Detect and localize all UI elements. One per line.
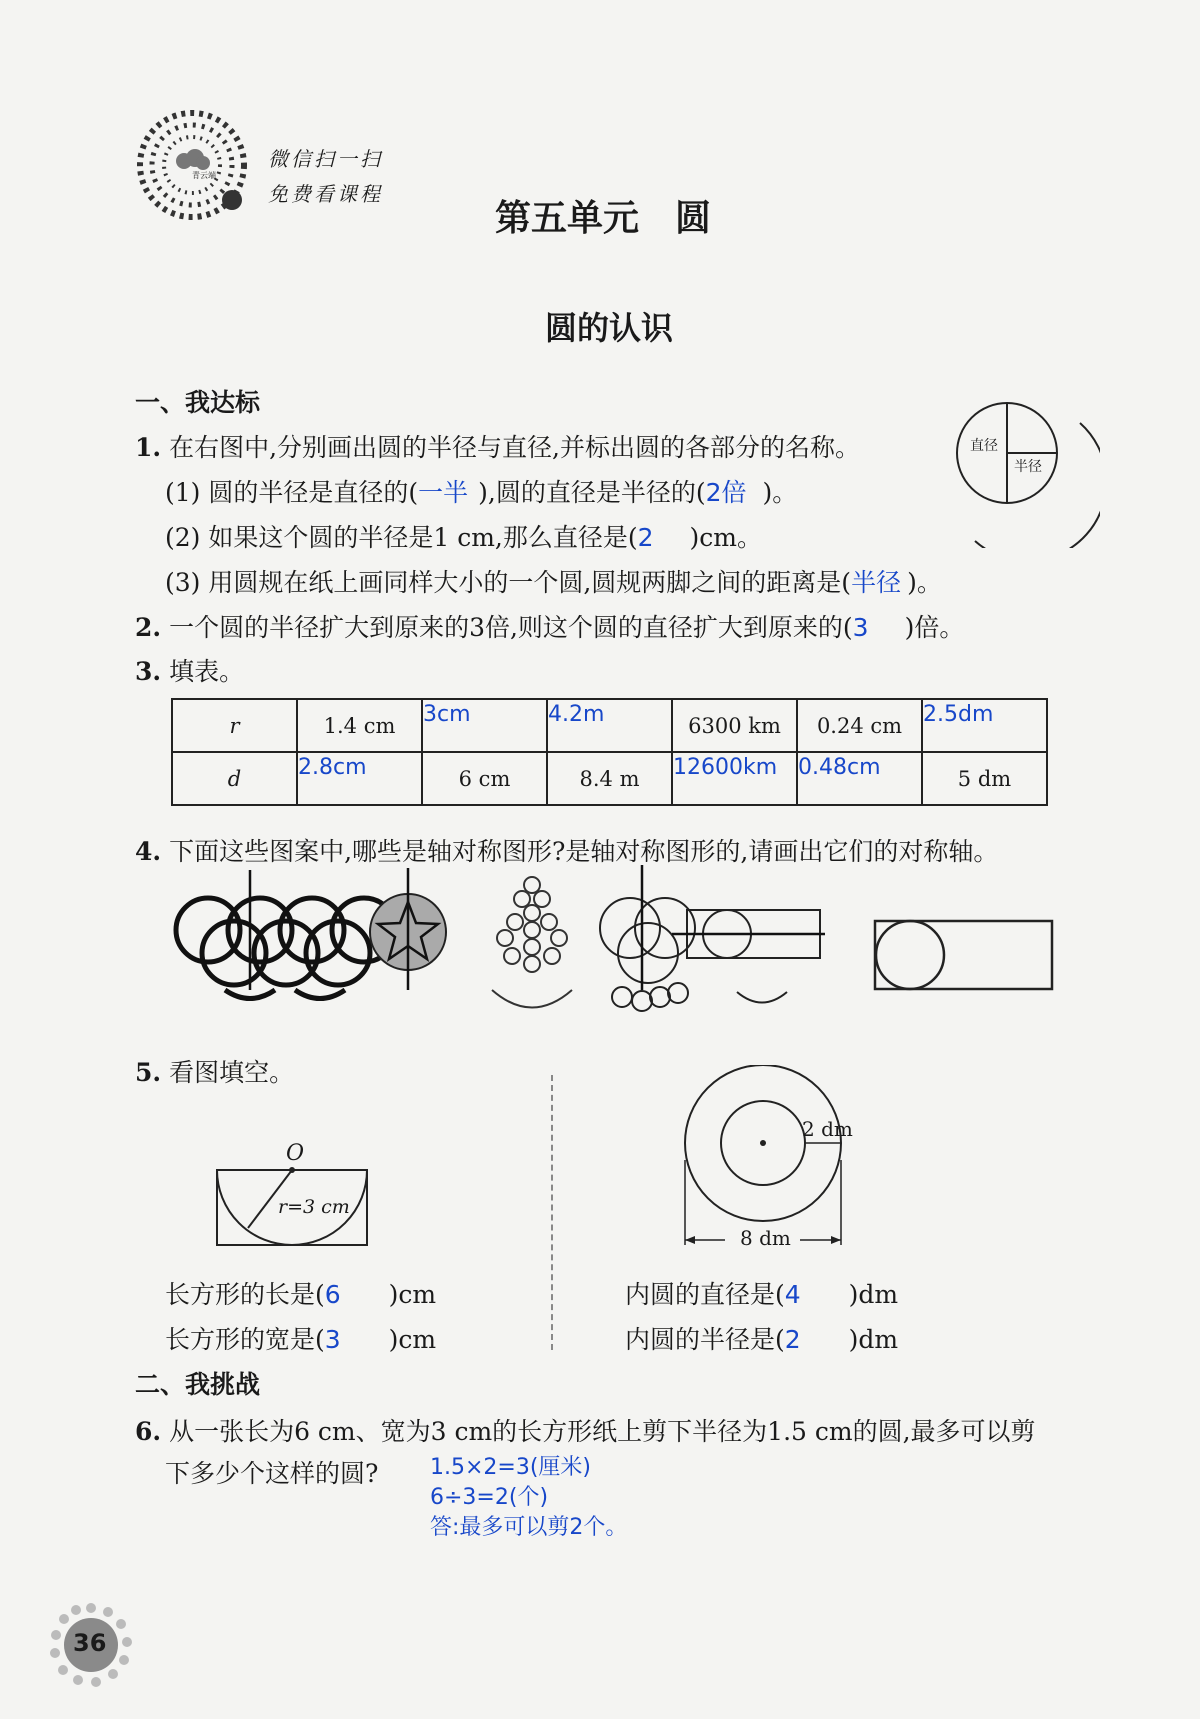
cell-value: 6 cm: [458, 766, 511, 791]
q5-right-line-2: [625, 1320, 898, 1356]
table-cell: [547, 752, 672, 805]
table-cell: [922, 699, 1047, 752]
olympic-rings-figure: [176, 898, 396, 985]
table-row-r: [172, 699, 1047, 752]
question-text: 在右图中,分别画出圆的半径与直径,并标出圆的各部分的名称。: [169, 433, 860, 462]
cell-answer: 2.8cm: [298, 755, 367, 780]
qr-brand: 青云端: [192, 171, 216, 180]
section-heading-2: 二、我挑战: [135, 1370, 261, 1399]
part-text: )cm: [388, 1280, 437, 1309]
concentric-circles-figure: [680, 1065, 860, 1250]
part-text: 长方形的宽是(: [165, 1325, 325, 1354]
question-number: 3.: [135, 657, 162, 686]
part-text: (3) 用圆规在纸上画同样大小的一个圆,圆规两脚之间的距离是(: [165, 568, 852, 597]
answer: 一半: [418, 478, 469, 507]
table-cell: [672, 699, 797, 752]
cell-value: 6300 km: [688, 713, 781, 738]
row-label: d: [172, 752, 297, 805]
part-text: 长方形的长是(: [165, 1280, 325, 1309]
part-text: 内圆的直径是(: [625, 1280, 785, 1309]
question-text: 一个圆的半径扩大到原来的3倍,则这个圆的直径扩大到原来的(: [169, 613, 853, 642]
radius-label: 半径: [1014, 459, 1042, 475]
qr-code-icon: [135, 105, 250, 225]
qr-caption-line1: 微信扫一扫: [268, 147, 383, 171]
q6-answer-line-2: 6÷3=2(个): [430, 1485, 549, 1510]
radius-diameter-table: [171, 698, 1048, 806]
divider: [551, 1075, 553, 1350]
question-number: 2.: [135, 613, 162, 642]
part-text: )cm: [388, 1325, 437, 1354]
table-row-d: [172, 752, 1047, 805]
unit-title: 第五单元 圆: [495, 198, 712, 239]
question-number: 5.: [135, 1058, 162, 1087]
lesson-title: 圆的认识: [545, 309, 674, 347]
question-1-part-1: [165, 473, 797, 509]
part-text: )dm: [848, 1280, 899, 1309]
table-cell: [672, 752, 797, 805]
part-text: ),圆的直径是半径的(: [478, 478, 706, 507]
q6-answer-line-3: 答:最多可以剪2个。: [430, 1515, 628, 1540]
cell-answer: 4.2m: [548, 702, 605, 727]
part-text: )。: [907, 568, 942, 597]
symmetry-figures: [160, 865, 1100, 1015]
answer: 半径: [851, 568, 902, 597]
part-text: (1) 圆的半径是直径的(: [165, 478, 419, 507]
answer: 2倍: [705, 478, 747, 507]
overlapping-circles-figure: [600, 898, 695, 1011]
cell-answer: 2.5dm: [923, 702, 994, 727]
answer: 2: [637, 523, 654, 552]
table-cell: [797, 752, 922, 805]
cell-answer: 3cm: [423, 702, 471, 727]
question-6: [135, 1412, 1036, 1448]
answer: 6: [324, 1280, 341, 1309]
part-text: )dm: [848, 1325, 899, 1354]
table-cell: [297, 752, 422, 805]
section-heading-1: 一、我达标: [135, 388, 261, 417]
rectangle-circle-figure-2: [875, 921, 1052, 989]
q5-left-line-1: [165, 1275, 436, 1311]
table-cell: [922, 752, 1047, 805]
answer: 4: [784, 1280, 801, 1309]
diameter-label: 直径: [970, 438, 998, 454]
q5-left-line-2: [165, 1320, 436, 1356]
part-text: (2) 如果这个圆的半径是1 cm,那么直径是(: [165, 523, 638, 552]
table-cell: [422, 699, 547, 752]
question-text: 填表。: [169, 657, 245, 686]
q6-answer-line-1: 1.5×2=3(厘米): [430, 1455, 592, 1480]
part-text: 内圆的半径是(: [625, 1325, 785, 1354]
answer: 3: [852, 613, 869, 642]
part-text: )。: [762, 478, 798, 507]
cell-answer: 0.48cm: [798, 755, 881, 780]
width-annotation: 8 dm: [740, 1226, 791, 1250]
question-1-part-2: [165, 518, 762, 554]
part-text: )cm。: [689, 523, 762, 552]
question-number: 6.: [135, 1417, 162, 1446]
cell-value: 8.4 m: [579, 766, 640, 791]
table-cell: [547, 699, 672, 752]
question-3: [135, 652, 244, 688]
question-number: 1.: [135, 433, 162, 462]
question-text: 下面这些图案中,哪些是轴对称图形?是轴对称图形的,请画出它们的对称轴。: [169, 837, 999, 866]
question-4: [135, 832, 998, 868]
table-cell: [422, 752, 547, 805]
question-text: 看图填空。: [169, 1058, 295, 1087]
question-5: [135, 1053, 294, 1089]
table-cell: [297, 699, 422, 752]
gap-annotation: 2 dm: [802, 1117, 853, 1141]
question-1: [135, 428, 860, 464]
answer: 3: [324, 1325, 341, 1354]
cell-answer: 12600km: [673, 755, 778, 780]
center-label: O: [286, 1141, 305, 1166]
cell-value: 5 dm: [957, 766, 1012, 791]
question-1-part-3: [165, 563, 942, 599]
qr-caption-line2: 免费看课程: [268, 182, 383, 206]
table-cell: [797, 699, 922, 752]
radius-annotation: r=3 cm: [278, 1196, 350, 1218]
question-text: )倍。: [904, 613, 965, 642]
flower-circles-figure: [497, 877, 567, 972]
row-label: r: [172, 699, 297, 752]
question-text: 从一张长为6 cm、宽为3 cm的长方形纸上剪下半径为1.5 cm的圆,最多可以剪: [169, 1417, 1036, 1446]
page-number: 36: [73, 1629, 107, 1657]
question-2: [135, 608, 964, 644]
question-number: 4.: [135, 837, 162, 866]
question-6-line-2: 下多少个这样的圆?: [165, 1459, 379, 1488]
q5-right-line-1: [625, 1275, 898, 1311]
answer: 2: [784, 1325, 801, 1354]
cell-value: 1.4 cm: [323, 713, 396, 738]
cell-value: 0.24 cm: [816, 713, 903, 738]
